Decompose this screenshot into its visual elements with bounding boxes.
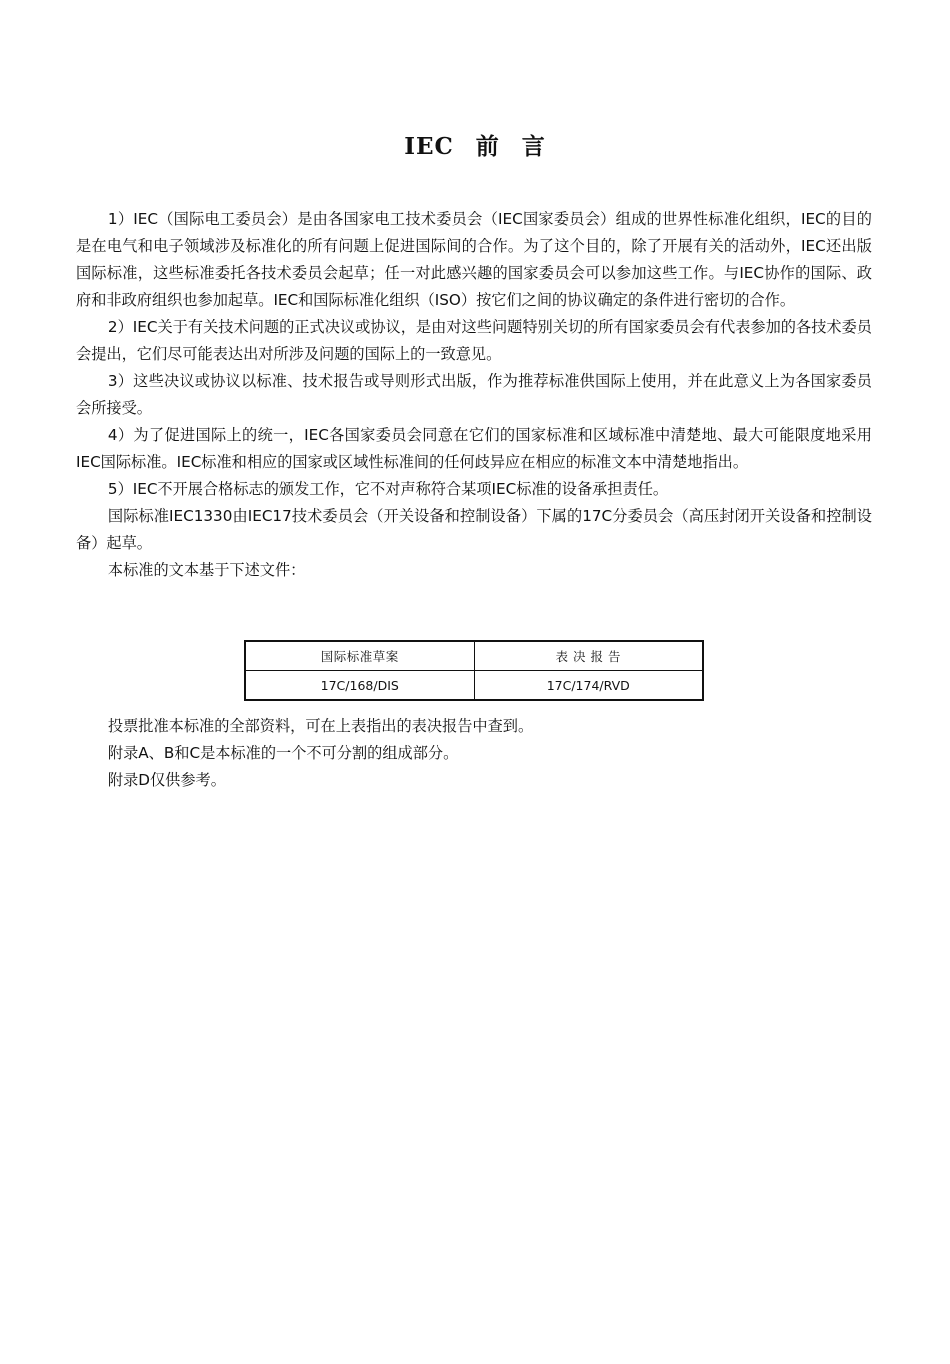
paragraph-3: 3）这些决议或协议以标准、技术报告或导则形式出版，作为推荐标准供国际上使用，并在此意义上为各国家委员会所接受。 [76,372,872,417]
header-rvd: 表 决 报 告 [474,641,703,671]
note-annexes-abc: 附录A、B和C是本标准的一个不可分割的组成部分。 [107,744,459,762]
paragraph-6: 国际标准IEC1330由IEC17技术委员会（开关设备和控制设备）下属的17C分委员会（高压封闭开关设备和控制设备）起草。 [76,507,872,552]
documents-table [244,640,704,701]
note-voting: 投票批准本标准的全部资料，可在上表指出的表决报告中查到。 [107,717,534,735]
cell-dis: 17C/168/DIS [245,671,474,701]
foreword-body [76,206,872,584]
paragraph-2: 2）IEC关于有关技术问题的正式决议或协议，是由对这些问题特别关切的所有国家委员会有代表参加的各技术委员会提出，它们尽可能表达出对所涉及问题的国际上的一致意见。 [76,318,872,363]
paragraph-1: 1）IEC（国际电工委员会）是由各国家电工技术委员会（IEC国家委员会）组成的世界性标准化组织，IEC的目的是在电气和电子领域涉及标准化的所有问题上促进国际间的合作。为了这个目的，除了开展有关的活动外，IEC还出版国际标准，这些标准委托各技术委员会起草；任一对此感兴趣的国家委员会可以参加这些工作。与IEC协作的国际、政府和非政府组织也参加起草。IEC和国际标准化组织（ISO）按它们之间的协议确定的条件进行密切的合作。 [76,210,872,309]
title-yan: 言 [521,133,546,160]
title-qian: 前 [475,133,500,160]
page-title [0,128,950,161]
closing-notes [76,713,872,794]
table-row [245,671,703,701]
note-annex-d: 附录D仅供参考。 [107,771,226,789]
paragraph-5: 5）IEC不开展合格标志的颁发工作，它不对声称符合某项IEC标准的设备承担责任。 [107,480,669,498]
cell-rvd: 17C/174/RVD [474,671,703,701]
files-intro: 本标准的文本基于下述文件： [107,561,306,579]
title-iec: IEC [404,133,454,160]
table-header-row [245,641,703,671]
header-dis: 国际标准草案 [245,641,474,671]
paragraph-4: 4）为了促进国际上的统一，IEC各国家委员会同意在它们的国家标准和区域标准中清楚地、最大可能限度地采用IEC国际标准。IEC标准和相应的国家或区域性标准间的任何歧异应在相应的标准文本中清楚地指出。 [76,426,872,471]
